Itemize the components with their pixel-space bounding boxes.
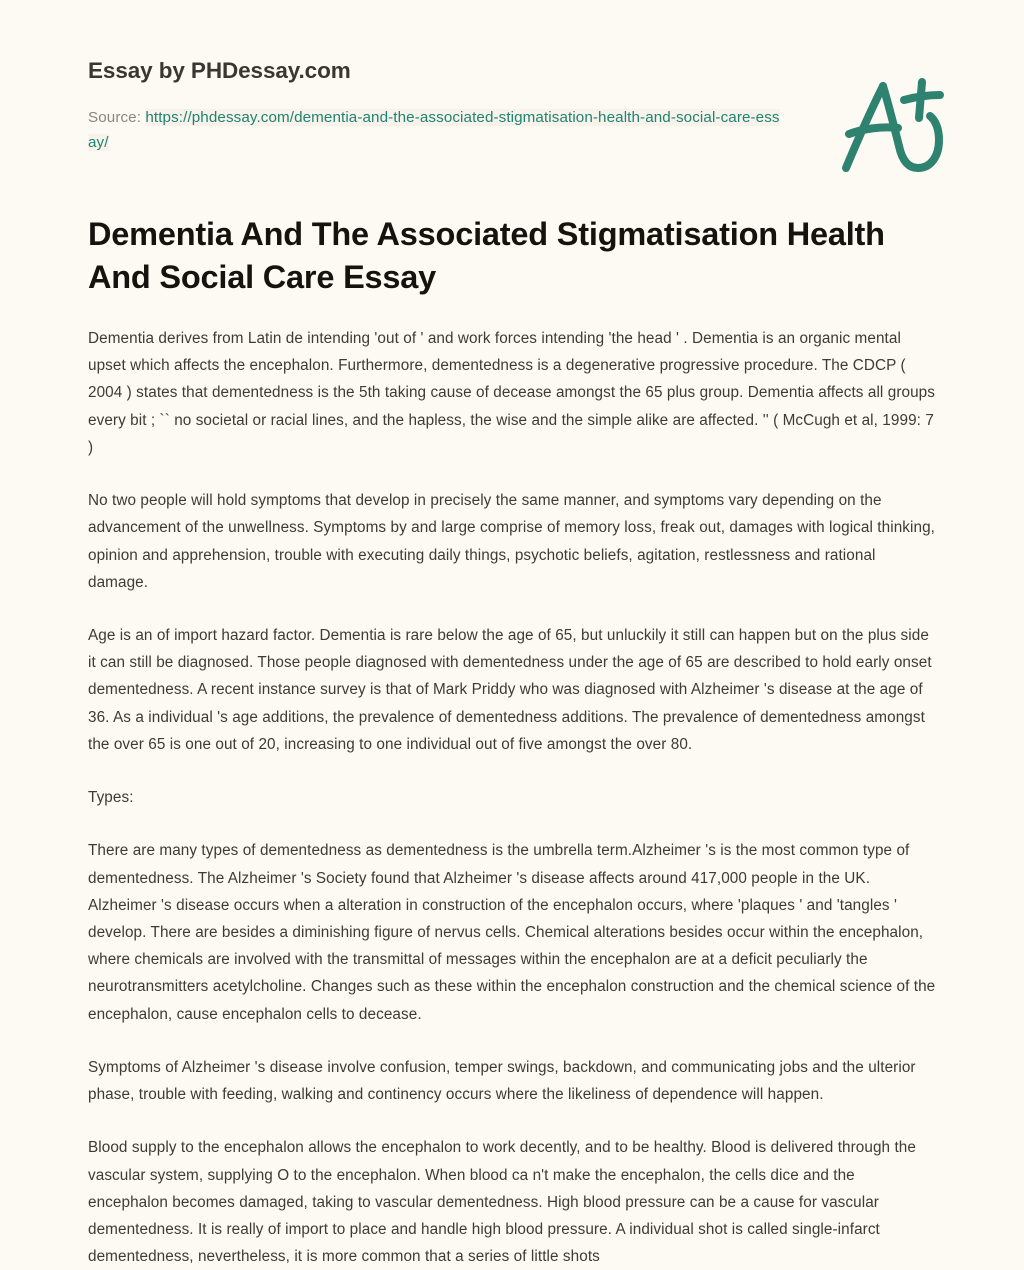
source-label: Source: [88, 109, 142, 126]
paragraph: No two people will hold symptoms that develop in precisely the same manner, and symptoms vary depending on the advancement of the unwellness. Symptoms by and large comprise of memory loss, freak out, damages with logical thinking, opinion and apprehension, trouble with executing daily things, psychotic beliefs, agitation, restlessness and rational damage. [88, 492, 936, 591]
paragraph: There are many types of dementedness as dementedness is the umbrella term.Alzheimer 's is the most common type of dementedness. The Alzheimer 's Society found that Alzheimer 's disease affects around 417,000 people in the UK. Alzheimer 's disease occurs when a alteration in construction of the encephalon occurs, where 'plaques ' and 'tangles ' develop. There are besides a diminishing figure of nervus cells. Chemical alterations besides occur within the encephalon, where chemicals are involved with the transmittal of messages within the encephalon are at a deficit peculiarly the neurotransmitters acetylcholine. Changes such as these within the encephalon construction and the chemical science of the encephalon, cause encephalon cells to decease. [88, 842, 936, 1023]
source-url-link[interactable]: https://phdessay.com/dementia-and-the-associated-stigmatisation-health-and-social-care-essay/ [88, 109, 780, 151]
paragraph: Symptoms of Alzheimer 's disease involve confusion, temper swings, backdown, and communicating jobs and the ulterior phase, trouble with feeding, walking and continency occurs where the likeliness of dependence will happen. [88, 1058, 916, 1104]
paragraph: Blood supply to the encephalon allows the encephalon to work decently, and to be healthy. Blood is delivered through the vascular system, supplying O to the encephalon. When blood ca n't make the encephalon, the cells dice and the encephalon becomes damaged, taking to vascular dementedness. High blood pressure can be a cause for vascular dementedness. It is really of import to place and handle high blood pressure. A individual shot is called single-infarct dementedness, nevertheless, it is more common that a series of little shots [88, 1139, 916, 1266]
paragraph: Dementia derives from Latin de intending 'out of ' and work forces intending 'the head ' . Dementia is an organic mental upset which affects the encephalon. Furthermore, dementedness is a degenerative progressive procedure. The CDCP ( 2004 ) states that dementedness is the 5th taking cause of decease amongst the 65 plus group. Dementia affects all groups every bit ; `` no societal or racial lines, and the hapless, the wise and the simple alike are affected. '' ( McCugh et al, 1999: 7 ) [88, 330, 935, 456]
essay-body [88, 299, 936, 1270]
section-heading-types: Types: [88, 789, 134, 807]
page-title: Dementia And The Associated Stigmatisation Health And Social Care Essay [88, 216, 885, 296]
a-plus-logo-icon [836, 72, 952, 176]
paragraph: Age is an of import hazard factor. Dementia is rare below the age of 65, but unluckily it still can happen but on the plus side it can still be diagnosed. Those people diagnosed with dementedness under the age of 65 are described to hold early onset dementedness. A recent instance survey is that of Mark Priddy who was diagnosed with Alzheimer 's disease at the age of 36. As a individual 's age additions, the prevalence of dementedness additions. The prevalence of dementedness amongst the over 65 is one out of 20, increasing to one individual out of five amongst the over 80. [88, 627, 932, 753]
site-masthead: Essay by PHDessay.com [88, 58, 351, 83]
source-line [88, 106, 788, 155]
